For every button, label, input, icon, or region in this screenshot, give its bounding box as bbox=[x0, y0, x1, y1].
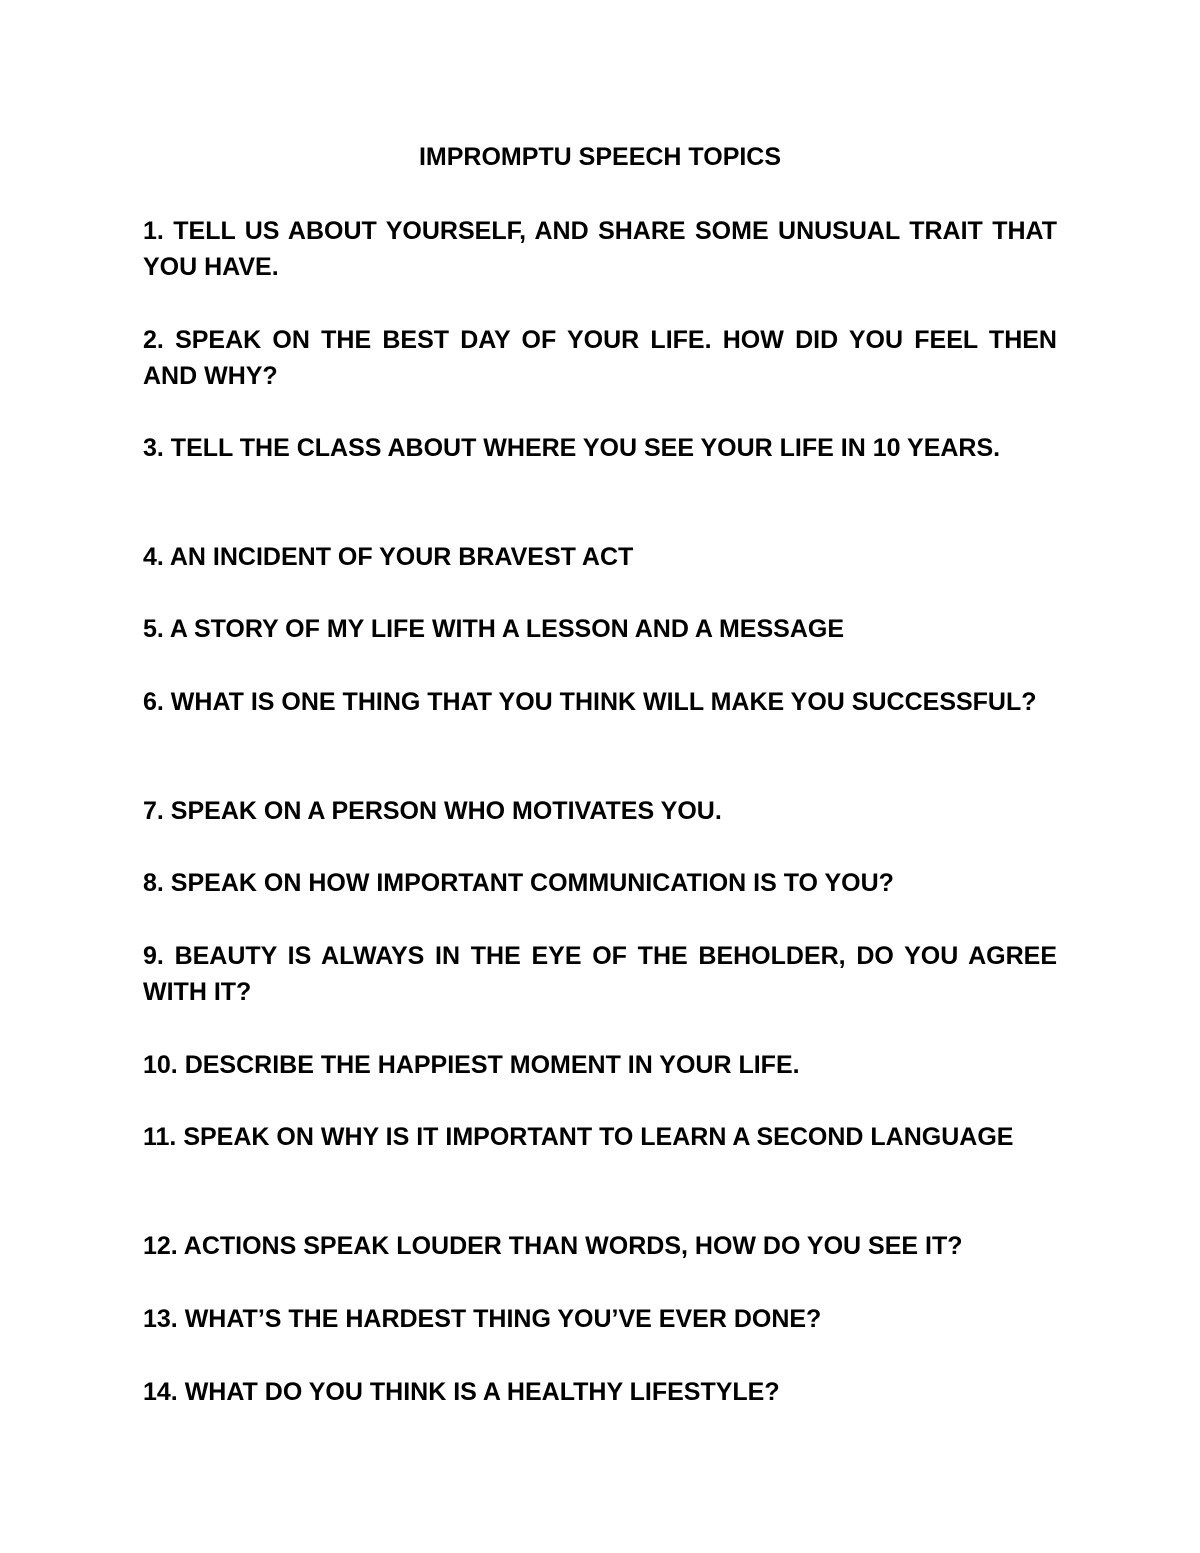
topic-item-14: 14. WHAT DO YOU THINK IS A HEALTHY LIFESTYLE? bbox=[143, 1378, 780, 1406]
topic-item-13: 13. WHAT’S THE HARDEST THING YOU’VE EVER DONE? bbox=[143, 1305, 822, 1333]
topic-item-12: 12. ACTIONS SPEAK LOUDER THAN WORDS, HOW DO YOU SEE IT? bbox=[143, 1232, 963, 1260]
topic-item-5: 5. A STORY OF MY LIFE WITH A LESSON AND A MESSAGE bbox=[143, 615, 844, 643]
topic-item-2: 2. SPEAK ON THE BEST DAY OF YOUR LIFE. HOW DID YOU FEEL THEN AND WHY? bbox=[143, 326, 1057, 390]
page-title: IMPROMPTU SPEECH TOPICS bbox=[418, 143, 782, 171]
topic-item-4: 4. AN INCIDENT OF YOUR BRAVEST ACT bbox=[143, 543, 634, 571]
topic-item-6: 6. WHAT IS ONE THING THAT YOU THINK WILL MAKE YOU SUCCESSFUL? bbox=[143, 688, 1037, 716]
topic-item-3: 3. TELL THE CLASS ABOUT WHERE YOU SEE YOUR LIFE IN 10 YEARS. bbox=[143, 434, 1001, 462]
topic-item-11: 11. SPEAK ON WHY IS IT IMPORTANT TO LEARN A SECOND LANGUAGE bbox=[143, 1123, 1014, 1151]
topic-item-9: 9. BEAUTY IS ALWAYS IN THE EYE OF THE BEHOLDER, DO YOU AGREE WITH IT? bbox=[143, 942, 1057, 1006]
topic-item-7: 7. SPEAK ON A PERSON WHO MOTIVATES YOU. bbox=[143, 797, 722, 825]
topic-item-1: 1. TELL US ABOUT YOURSELF, AND SHARE SOME UNUSUAL TRAIT THAT YOU HAVE. bbox=[143, 217, 1057, 281]
topic-item-8: 8. SPEAK ON HOW IMPORTANT COMMUNICATION IS TO YOU? bbox=[143, 869, 894, 897]
topic-item-10: 10. DESCRIBE THE HAPPIEST MOMENT IN YOUR LIFE. bbox=[143, 1051, 800, 1079]
